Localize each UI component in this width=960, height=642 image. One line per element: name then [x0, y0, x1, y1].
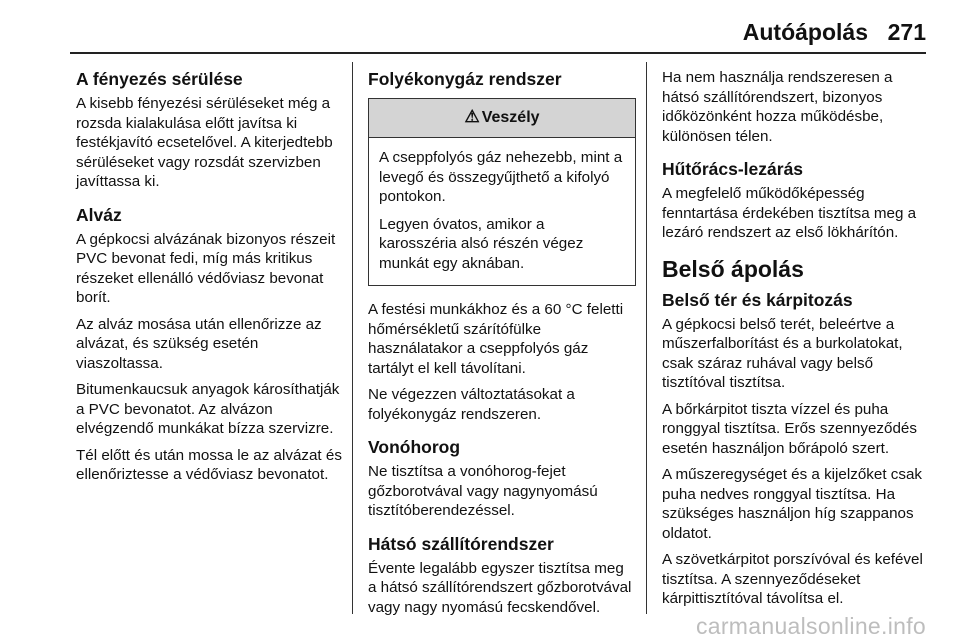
page-number: 271 — [887, 19, 926, 45]
section-heading: Folyékonygáz rendszer — [368, 69, 562, 89]
section-heading: Belső tér és kárpitozás — [662, 289, 853, 310]
danger-notice — [368, 98, 636, 286]
paragraph: A kisebb fényezési sérüléseket még a rozsda kialakulása előtt javítsa ki festékjavító ecsetelővel. A kiterjedtebb sérüléseket vagy rozsdát szervizben javíttassa ki. — [76, 95, 333, 190]
paragraph: Ne végezzen változtatásokat a folyékonygáz rendszeren. — [368, 386, 575, 423]
section-heading: Hátsó szállítórendszer — [368, 533, 554, 554]
section-heading: Vonóhorog — [368, 437, 461, 457]
column-left — [76, 62, 346, 614]
paragraph: A gépkocsi belső terét, beleértve a műszerfalborítást és a burkolatokat, csak száraz ruhával vagy belső tisztítóval tisztítsa. — [662, 315, 903, 391]
paragraph: A festési munkákhoz és a 60 °C feletti hőmérsékletű szárítófülke használatakor a cseppfolyós gáz tartályt el kell távolítani. — [368, 301, 624, 377]
paragraph: A gépkocsi alvázának bizonyos részeit PVC bevonat fedi, míg más kritikus részeket ellenálló védőviasz bevonat borít. — [76, 230, 336, 306]
danger-header — [369, 99, 635, 138]
header-rule — [70, 52, 926, 54]
page-header — [0, 0, 960, 62]
paragraph: Ha nem használja rendszeresen a hátsó szállítórendszert, bizonyos időközönként hozza működésbe, különösen télen. — [662, 69, 893, 145]
section-heading: Alváz — [76, 204, 122, 225]
watermark: carmanualsonline.info — [695, 613, 926, 639]
paragraph: A cseppfolyós gáz nehezebb, mint a levegő és összegyűjthető a kifolyó pontokon. — [379, 149, 623, 205]
column-divider — [646, 62, 647, 614]
column-divider — [352, 62, 353, 614]
danger-title: Veszély — [481, 109, 540, 126]
paragraph: A szövetkárpitot porszívóval és kefével tisztítsa. A szennyeződéseket kárpittisztítóval távolítsa el. — [662, 551, 923, 607]
column-right — [662, 62, 930, 614]
section-heading: A fényezés sérülése — [76, 69, 243, 89]
paragraph: A műszeregységet és a kijelzőket csak puha nedves ronggyal tisztítsa. Ha szükséges használjon híg szappanos oldatot. — [662, 466, 922, 542]
danger-body — [369, 138, 635, 285]
paragraph: Legyen óvatos, amikor a karosszéria alsó részén végez munkát egy aknában. — [379, 215, 584, 272]
paragraph: A bőrkárpitot tiszta vízzel és puha ronggyal tisztítsa. Erős szennyeződés esetén használjon bőrápoló szert. — [662, 400, 917, 457]
chapter-section-heading: Belső ápolás — [662, 255, 804, 282]
section-heading: Hűtőrács-lezárás — [662, 159, 804, 179]
paragraph: Az alváz mosása után ellenőrizze az alvázat, és szükség esetén viaszoltassa. — [76, 315, 322, 372]
paragraph: Bitumenkaucsuk anyagok károsíthatják a PVC bevonatot. Az alvázon elvégzendő munkákat bízza szervizre. — [76, 381, 340, 437]
column-middle — [368, 62, 636, 614]
paragraph: Ne tisztítsa a vonóhorog-fejet gőzborotvával vagy nagynyomású tisztítóberendezéssel. — [368, 463, 598, 519]
paragraph: A megfelelő működőképesség fenntartása érdekében tisztítsa meg a lezáró rendszert az első lökhárítón. — [662, 185, 917, 241]
paragraph: Tél előtt és után mossa le az alvázat és ellenőriztesse a védőviasz bevonatot. — [76, 446, 342, 483]
chapter-title: Autóápolás — [742, 19, 868, 45]
paragraph: Évente legalább egyszer tisztítsa meg a hátsó szállítórendszert gőzborotvával vagy nagy nyomású fecskendővel. — [368, 559, 632, 616]
warning-triangle-icon: ⚠ — [464, 107, 480, 126]
